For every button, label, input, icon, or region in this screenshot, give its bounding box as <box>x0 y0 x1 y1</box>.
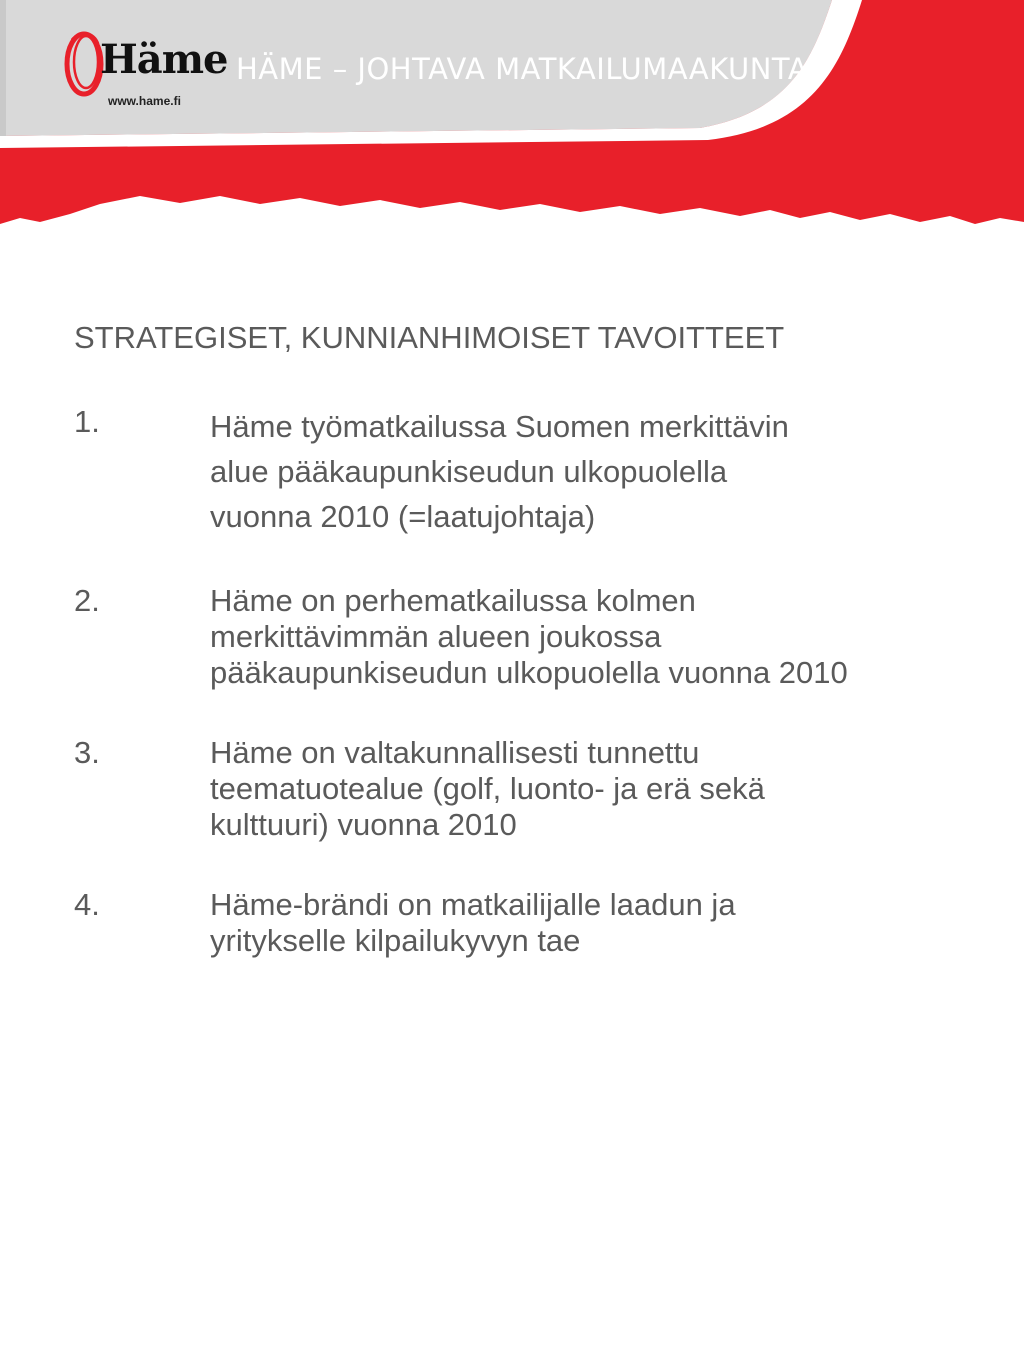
goal-text <box>210 735 974 843</box>
goal-line: Häme on valtakunnallisesti tunnettu <box>210 735 700 770</box>
logo-wordmark: Häme <box>100 36 228 83</box>
goal-line: alue pääkaupunkiseudun ulkopuolella <box>210 454 728 489</box>
goal-item-1 <box>74 404 974 539</box>
goal-text <box>210 887 974 959</box>
goal-line: Häme on perhematkailussa kolmen <box>210 583 696 618</box>
goal-line: vuonna 2010 (=laatujohtaja) <box>210 499 596 534</box>
goal-item-2 <box>74 583 974 691</box>
page-title: HÄME – JOHTAVA MATKAILUMAAKUNTA <box>236 52 809 86</box>
goal-line: teematuotealue (golf, luonto- ja erä sekä <box>210 771 765 806</box>
logo-url: www.hame.fi <box>108 94 181 108</box>
goal-number: 3. <box>74 735 100 770</box>
section-heading: STRATEGISET, KUNNIANHIMOISET TAVOITTEET <box>74 320 785 355</box>
hame-logo[interactable] <box>62 26 228 116</box>
goal-text <box>210 404 974 539</box>
main-content <box>74 320 974 1003</box>
goal-line: merkittävimmän alueen joukossa <box>210 619 662 654</box>
goal-number: 2. <box>74 583 100 618</box>
goal-line: Häme työmatkailussa Suomen merkittävin <box>210 409 789 444</box>
goal-line: kulttuuri) vuonna 2010 <box>210 807 517 842</box>
goal-item-3 <box>74 735 974 843</box>
goal-line: yritykselle kilpailukyvyn tae <box>210 923 581 958</box>
goal-number: 1. <box>74 404 100 439</box>
goal-line: Häme-brändi on matkailijalle laadun ja <box>210 887 736 922</box>
goal-text <box>210 583 974 691</box>
goal-line: pääkaupunkiseudun ulkopuolella vuonna 2010 <box>210 655 848 690</box>
goal-number: 4. <box>74 887 100 922</box>
goal-item-4 <box>74 887 974 959</box>
